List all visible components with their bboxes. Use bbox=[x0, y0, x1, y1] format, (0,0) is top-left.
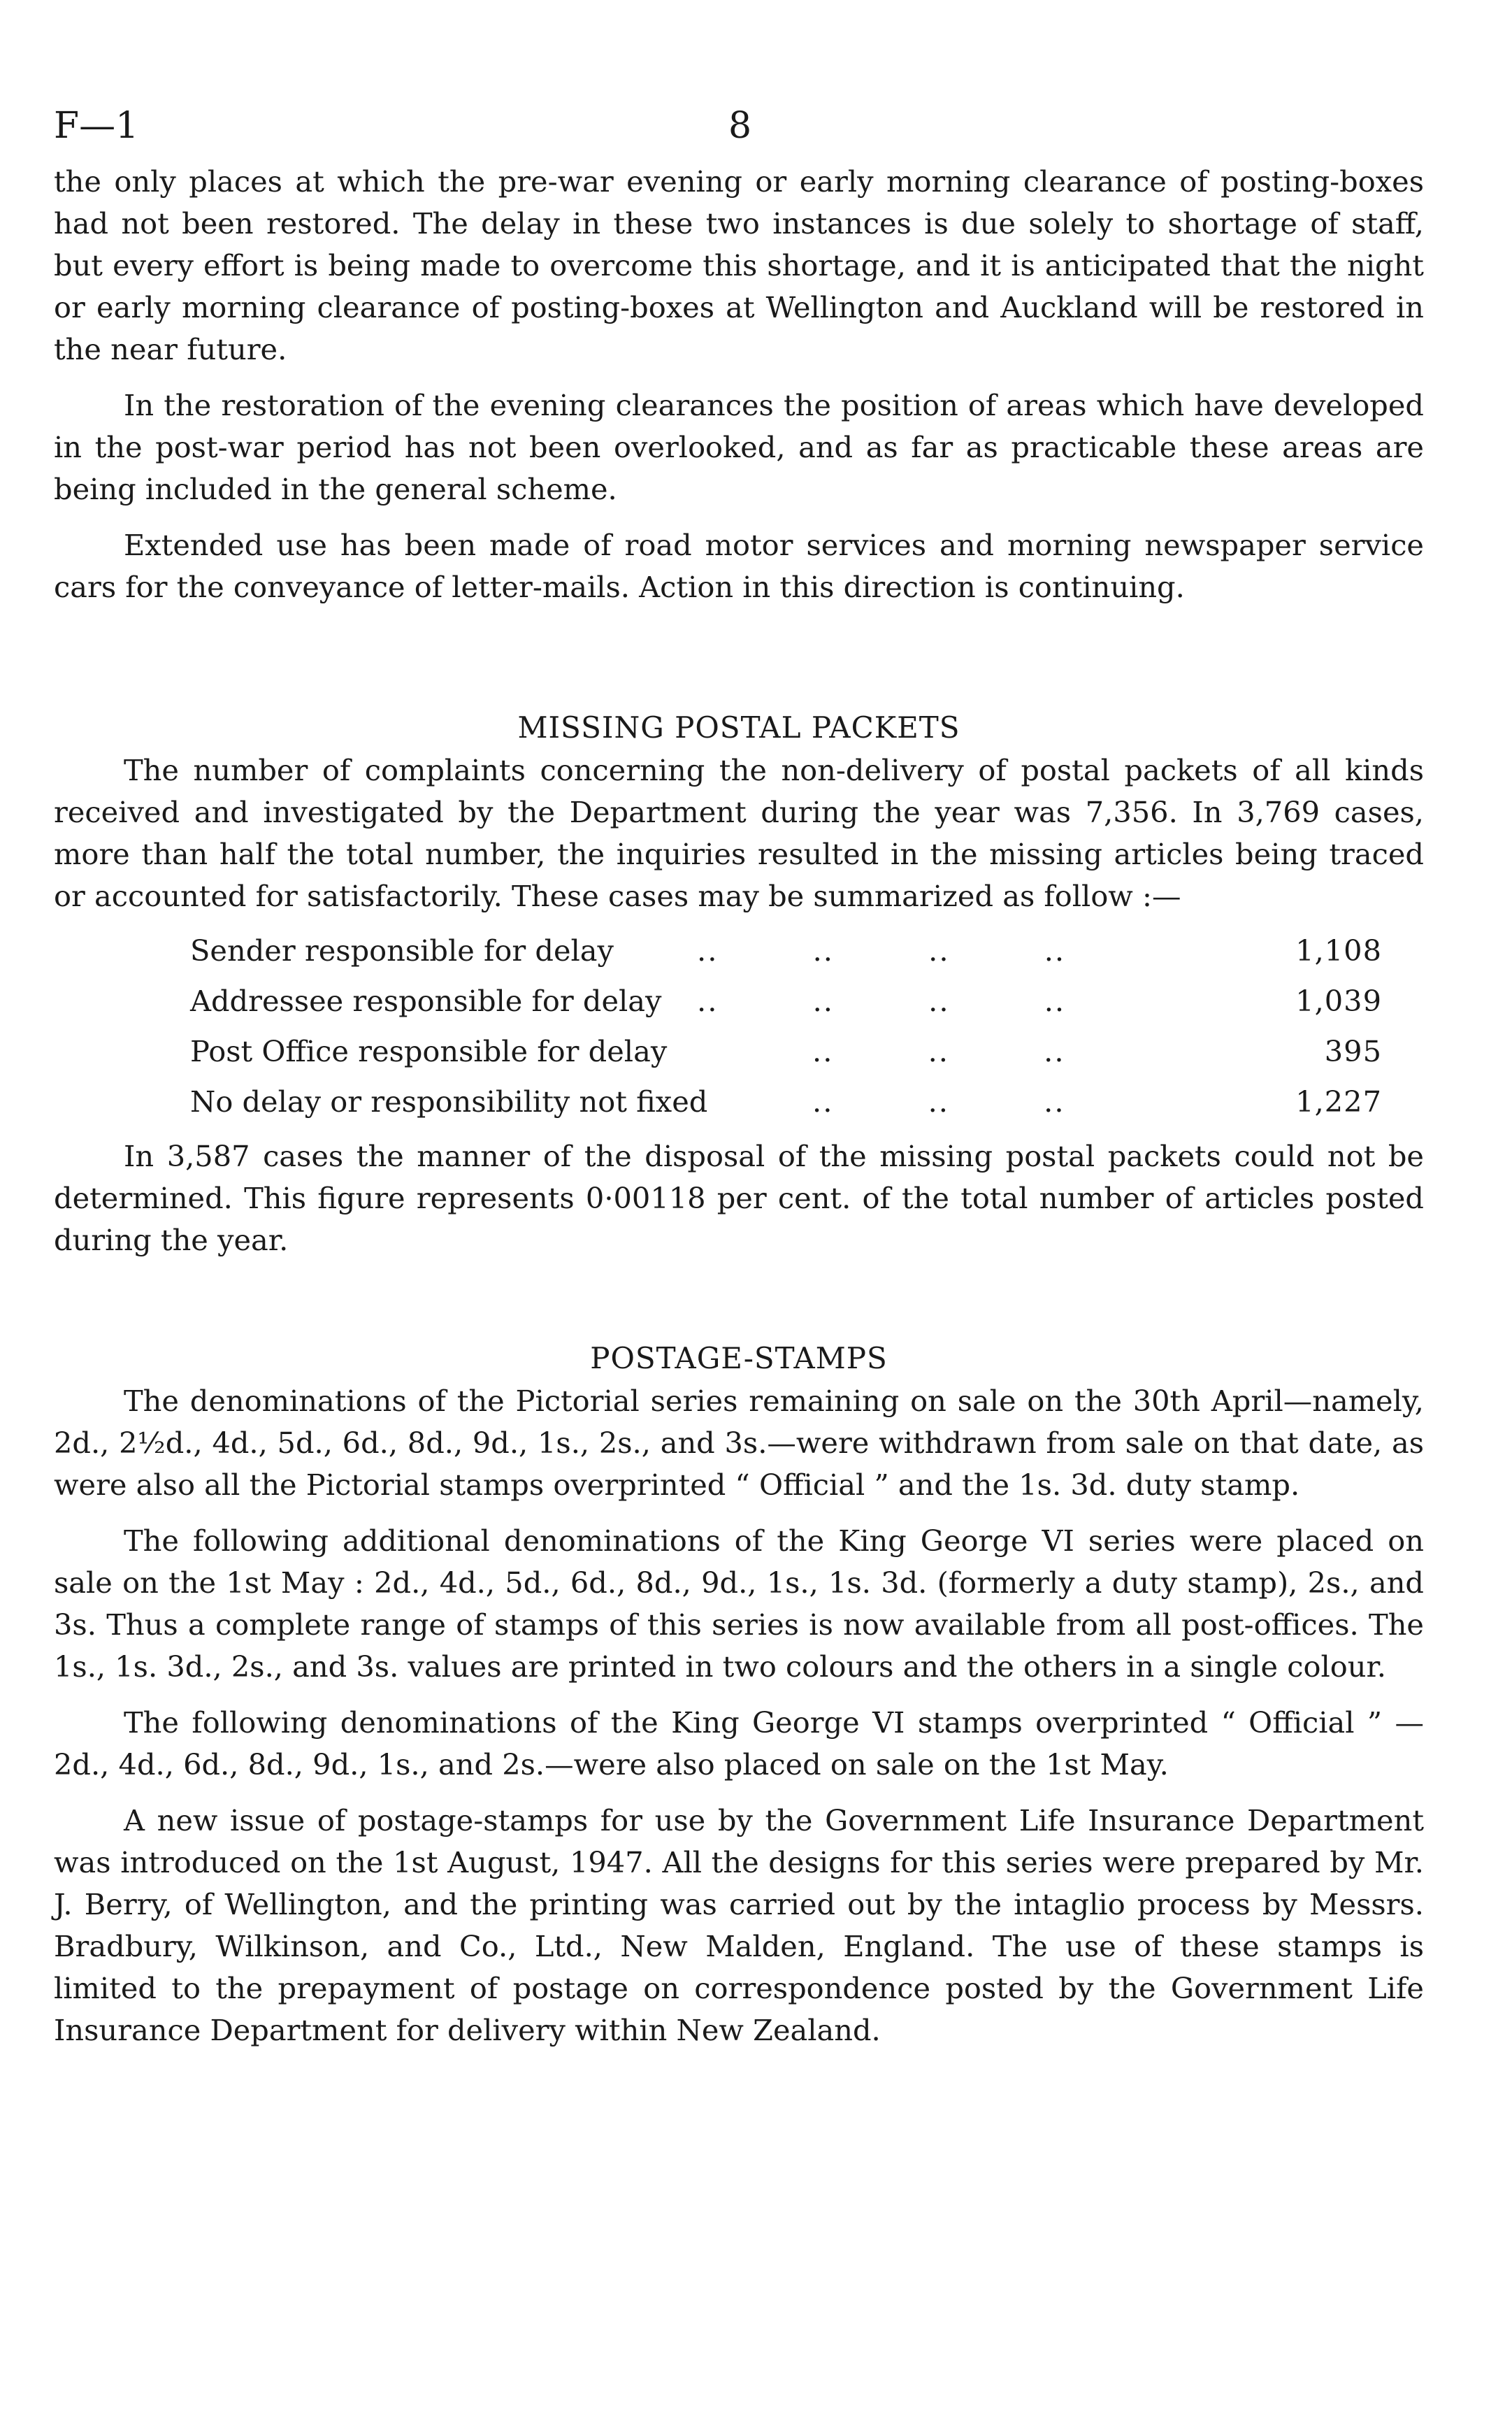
intro-paragraph-2: In the restoration of the evening clearances the position of areas which have developed in the post-war period has not been overlooked, and as far as practicable these areas are being included in the general scheme. bbox=[54, 388, 1424, 506]
summary-value: 1,227 bbox=[1295, 1084, 1382, 1119]
stamps-paragraph-4: A new issue of postage-stamps for use by the Government Life Insurance Department was introduced on the 1st August, 1947. All the designs for this series were prepared by Mr. J. Berry, of Wellington, and the printing was carried out by the intaglio process by Messrs. Bradbury, Wilkinson, and Co., Ltd., New Malden, England. The use of these stamps is limited to the prepayment of postage on correspondence posted by the Government Life Insurance Department for delivery within New Zealand. bbox=[54, 1803, 1424, 2047]
dot-leader: .. .. .. .. bbox=[697, 933, 1066, 968]
summary-value: 1,108 bbox=[1295, 933, 1382, 968]
section-heading-missing-postal-packets: MISSING POSTAL PACKETS bbox=[517, 710, 960, 745]
section-heading-postage-stamps: POSTAGE-STAMPS bbox=[590, 1341, 888, 1375]
summary-label: No delay or responsibility not fixed bbox=[190, 1084, 708, 1119]
dot-leader: .. .. .. bbox=[812, 1084, 1065, 1119]
summary-row bbox=[54, 976, 1424, 1026]
page-header bbox=[54, 105, 1424, 161]
summary-value: 1,039 bbox=[1295, 984, 1382, 1018]
stamps-paragraph-3: The following denominations of the King George VI stamps overprinted “ Official ” —2d., 4d., 6d., 8d., 9d., 1s., and 2s.—were also placed on sale on the 1st May. bbox=[54, 1705, 1424, 1782]
summary-row bbox=[54, 1026, 1424, 1077]
missing-packets-paragraph-1: The number of complaints concerning the non-delivery of postal packets of all kinds received and investigated by the Department during the year was 7,356. In 3,769 cases, more than half the total number, the inquiries resulted in the missing articles being traced or accounted for satisfactorily. These cases may be summarized as follow :— bbox=[54, 753, 1424, 913]
page-number: 8 bbox=[728, 105, 752, 147]
summary-label: Addressee responsible for delay bbox=[190, 984, 662, 1018]
missing-packets-paragraph-2: In 3,587 cases the manner of the disposal of the missing postal packets could not be determined. This figure represents 0·00118 per cent. of the total number of articles posted during the year. bbox=[54, 1139, 1424, 1257]
delay-summary-table bbox=[54, 926, 1424, 1127]
stamps-paragraph-1: The denominations of the Pictorial series remaining on sale on the 30th April—namely, 2d., 2½d., 4d., 5d., 6d., 8d., 9d., 1s., 2s., and 3s.—were withdrawn from sale on that date, as were also all the Pictorial stamps overprinted “ Official ” and the 1s. 3d. duty stamp. bbox=[54, 1384, 1424, 1502]
summary-row bbox=[54, 1077, 1424, 1127]
missing-postal-packets-section bbox=[54, 706, 1424, 1261]
summary-value: 395 bbox=[1324, 1034, 1382, 1068]
intro-paragraph-3: Extended use has been made of road motor services and morning newspaper service cars for the conveyance of letter-mails. Action in this direction is continuing. bbox=[54, 528, 1424, 604]
stamps-paragraph-2: The following additional denominations of the King George VI series were placed on sale on the 1st May : 2d., 4d., 5d., 6d., 8d., 9d., 1s., 1s. 3d. (formerly a duty stamp), 2s., and 3s. Thus a complete range of stamps of this series is now available from all post-offices. The 1s., 1s. 3d., 2s., and 3s. values are printed in two colours and the others in a single colour. bbox=[54, 1524, 1424, 1684]
document-page bbox=[54, 105, 1424, 2051]
report-reference: F—1 bbox=[54, 105, 139, 147]
dot-leader: .. .. .. .. bbox=[697, 984, 1066, 1018]
intro-paragraph-1: the only places at which the pre-war evening or early morning clearance of posting-boxes had not been restored. The delay in these two instances is due solely to shortage of staff, but every effort is being made to overcome this shortage, and it is anticipated that the night or early morning clearance of posting-boxes at Wellington and Auckland will be restored in the near future. bbox=[54, 164, 1424, 366]
summary-label: Post Office responsible for delay bbox=[190, 1034, 668, 1068]
summary-row bbox=[54, 926, 1424, 976]
dot-leader: .. .. .. bbox=[812, 1034, 1065, 1068]
summary-label: Sender responsible for delay bbox=[190, 933, 614, 968]
postage-stamps-section bbox=[54, 1337, 1424, 2051]
